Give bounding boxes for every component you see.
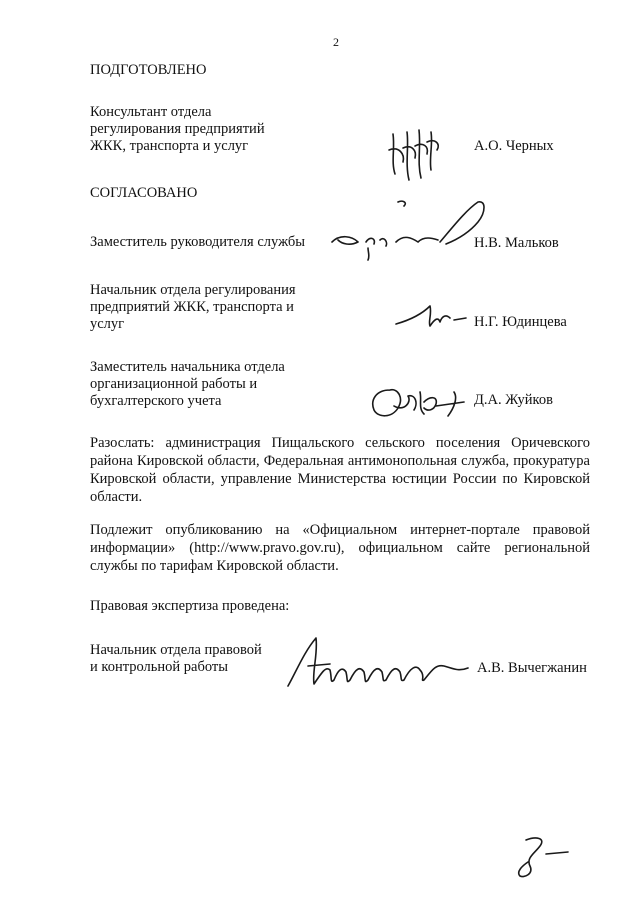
prepared-heading: ПОДГОТОВЛЕНО <box>90 62 207 78</box>
legal-review-position-line-1: Начальник отдела правовой <box>90 642 262 658</box>
agreed-position-2-line-3: услуг <box>90 316 125 332</box>
signature-zhuykov <box>368 382 468 422</box>
agreed-position-3-line-3: бухгалтерского учета <box>90 393 222 409</box>
signature-yudintseva <box>394 300 468 332</box>
agreed-position-1-line-1: Заместитель руководителя службы <box>90 234 306 250</box>
agreed-position-3-line-2: организационной работы и <box>90 376 258 392</box>
signature-chernykh <box>385 128 445 186</box>
distribution-paragraph: Разослать: администрация Пищальского сельского поселения Оричевского района Кировской области, Федеральная антимонопольная служба, прокуратура Кировской области, управление Министерства юстиции России по Кировской области. <box>90 435 590 505</box>
prepared-position-line-2: регулирования предприятий <box>90 121 265 137</box>
prepared-name: А.О. Черных <box>474 138 554 154</box>
publication-paragraph: Подлежит опубликованию на «Официальном интернет-портале правовой информации» (http://www.pravo.gov.ru), официальном сайте региональной службы по тарифам Кировской области. <box>90 522 590 574</box>
signature-vychegzhanin <box>286 632 472 690</box>
agreed-position-2-line-1: Начальник отдела регулирования <box>90 282 296 298</box>
agreed-heading: СОГЛАСОВАНО <box>90 185 198 201</box>
legal-review-statement: Правовая экспертиза проведена: <box>90 598 290 614</box>
signature-malkov <box>328 198 488 260</box>
agreed-name-2: Н.Г. Юдинцева <box>474 314 567 330</box>
prepared-position-line-1: Консультант отдела <box>90 104 212 120</box>
page-number: 2 <box>333 35 339 49</box>
agreed-position-3-line-1: Заместитель начальника отдела <box>90 359 285 375</box>
agreed-name-1: Н.В. Мальков <box>474 235 559 251</box>
initials-mark <box>506 832 574 882</box>
prepared-position-line-3: ЖКК, транспорта и услуг <box>90 138 249 154</box>
agreed-name-3: Д.А. Жуйков <box>474 392 553 408</box>
agreed-position-2-line-2: предприятий ЖКК, транспорта и <box>90 299 294 315</box>
legal-review-position-line-2: и контрольной работы <box>90 659 228 675</box>
legal-review-name: А.В. Вычегжанин <box>477 660 587 676</box>
